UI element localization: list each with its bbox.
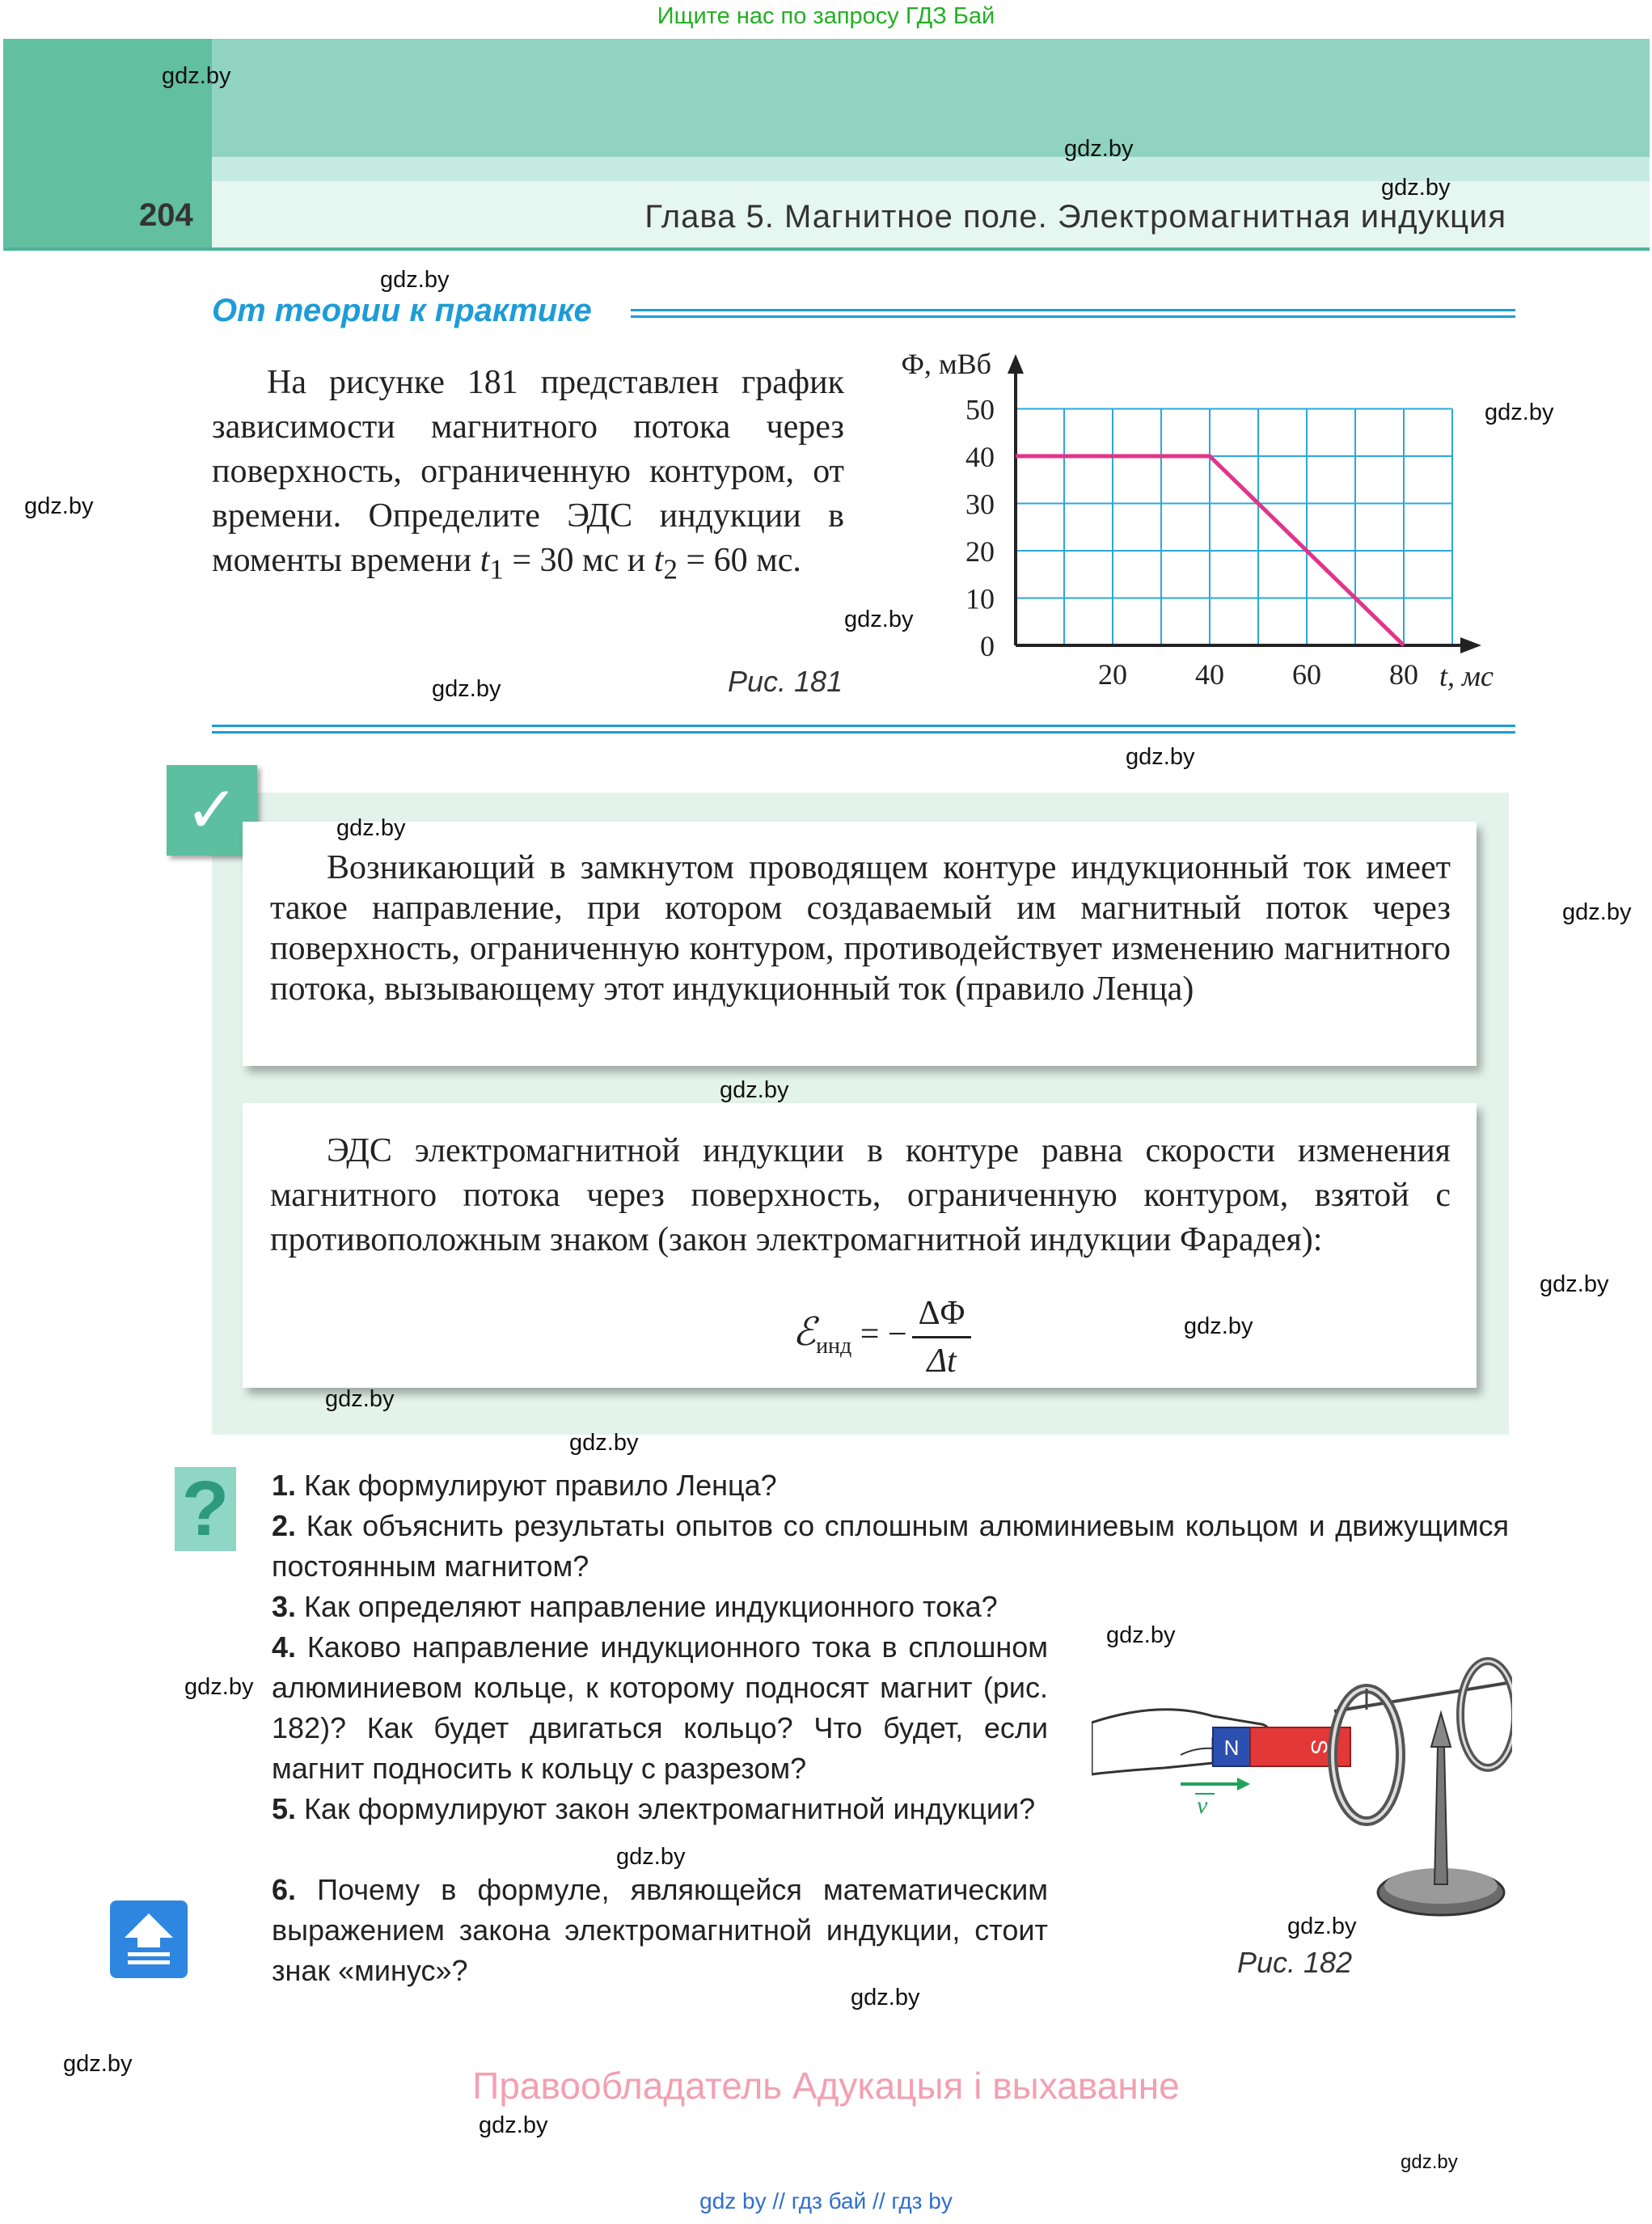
emf-subscript: инд xyxy=(816,1334,852,1359)
question-4: 4. Каково направление индукционного тока в сплошном алюминиевом кольце, к которому подносят магнит (рис. 182)? Как будет двигаться кольцо? Что будет, если магнит подносить к кольцу с разрезом? xyxy=(272,1630,1048,1785)
x-axis-arrow xyxy=(1460,637,1481,653)
x-tick-label: 60 xyxy=(1292,658,1321,691)
section-title: От теории к практике xyxy=(212,293,592,328)
watermark: gdz.by xyxy=(1485,400,1554,425)
faraday-law-text: ЭДС электромагнитной индукции в контуре равна скорости изменения магнитного потока через поверхность, ограниченную контуром, взятой с противоположным знаком (закон электромагнитной индукции Фарадея): xyxy=(270,1132,1451,1258)
scroll-up-icon[interactable] xyxy=(110,1901,188,1978)
watermark: gdz.by xyxy=(1540,1271,1609,1297)
watermark: gdz.by xyxy=(616,1844,686,1870)
watermark: gdz.by xyxy=(162,63,231,89)
y-axis-arrow xyxy=(1008,354,1024,374)
y-tick-label: 10 xyxy=(965,582,995,615)
figure-182-caption: Рис. 182 xyxy=(1237,1946,1353,1979)
t2-subscript: 2 xyxy=(663,553,678,586)
question-mark-icon: ? xyxy=(175,1467,236,1551)
watermark: gdz.by xyxy=(184,1674,254,1700)
problem-body: На рисунке 181 представлен график зависимости магнитного потока через поверхность, ограниченную контуром, от времени. Определите ЭДС индукции в моменты времени xyxy=(212,364,844,579)
y-axis-label: Ф, мВб xyxy=(901,348,991,380)
watermark: gdz.by xyxy=(479,2112,548,2138)
chapter-title: Глава 5. Магнитное поле. Электромагнитная индукция xyxy=(644,199,1506,235)
flux-time-graph xyxy=(873,346,1520,702)
watermark: gdz.by xyxy=(851,1985,920,2010)
emf-symbol: ℰ xyxy=(792,1311,817,1355)
y-tick-label: 50 xyxy=(965,393,995,426)
checkmark-icon: ✓ xyxy=(167,765,257,856)
watermark: gdz.by xyxy=(1064,136,1134,162)
watermark: gdz.by xyxy=(1126,744,1195,770)
watermark: gdz.by xyxy=(844,607,914,632)
y-tick-label: 30 xyxy=(965,488,995,521)
watermark: gdz.by xyxy=(720,1077,789,1103)
section-rule-top xyxy=(631,309,1515,318)
figure-182-illustration xyxy=(1092,1626,1512,1933)
x-axis-label: t, мс xyxy=(1439,660,1494,692)
page-number: 204 xyxy=(139,197,193,233)
footer-links[interactable]: gdz by // гдз бай // гдз by xyxy=(699,2188,953,2213)
watermark: gdz.by xyxy=(380,267,450,293)
section-rule-bottom xyxy=(212,725,1515,734)
header-rule xyxy=(3,247,1650,251)
question-1: 1. Как формулируют правило Ленца? xyxy=(272,1469,777,1502)
formula-denominator: Δt xyxy=(927,1342,957,1380)
question-2: 2. Как объяснить результаты опытов со сплошным алюминиевым кольцом и движущимся постоянным магнитом? xyxy=(272,1509,1509,1583)
t2-value: = 60 мс. xyxy=(677,542,801,579)
problem-text xyxy=(212,361,844,591)
velocity-label: v xyxy=(1197,1792,1208,1819)
watermark: gdz.by xyxy=(432,676,501,702)
formula-fraction xyxy=(912,1291,972,1384)
graph-grid xyxy=(1016,409,1452,646)
watermark: gdz.by xyxy=(1562,899,1632,925)
watermark: gdz.by xyxy=(569,1430,639,1456)
stand-column xyxy=(1434,1747,1447,1884)
x-tick-label: 40 xyxy=(1195,658,1224,691)
watermark: gdz.by xyxy=(1287,1913,1357,1939)
watermark: gdz.by xyxy=(1381,175,1451,201)
magnet-n-label: N xyxy=(1223,1736,1240,1760)
y-tick-label: 0 xyxy=(980,630,995,662)
watermark: gdz.by xyxy=(1106,1622,1176,1648)
figure-181-caption: Рис. 181 xyxy=(728,665,843,698)
question-6: 6. Почему в формуле, являющейся математическим выражением закона электромагнитной индукции, стоит знак «минус»? xyxy=(272,1873,1048,1987)
y-tick-label: 20 xyxy=(965,535,995,568)
y-tick-label: 40 xyxy=(965,441,995,473)
question-5: 5. Как формулируют закон электромагнитной индукции? xyxy=(272,1792,1036,1825)
x-tick-label: 80 xyxy=(1389,658,1418,691)
top-banner: Ищите нас по запросу ГДЗ Бай xyxy=(657,3,995,29)
question-3: 3. Как определяют направление индукционного тока? xyxy=(272,1590,998,1623)
t1-subscript: 1 xyxy=(489,553,504,586)
watermark: gdz.by xyxy=(1184,1313,1253,1339)
formula-numerator: ΔΦ xyxy=(912,1291,972,1338)
copyright-notice: Правообладатель Адукацыя і выхаванне xyxy=(472,2065,1180,2107)
watermark: gdz.by xyxy=(24,493,94,519)
watermark: gdz.by xyxy=(336,815,406,841)
watermark: gdz.by xyxy=(1401,2151,1458,2173)
watermark: gdz.by xyxy=(63,2051,133,2077)
t2-symbol: t xyxy=(653,542,664,579)
lenz-rule-text: Возникающий в замкнутом проводящем контуре индукционный ток имеет такое направление, при котором создаваемый им магнитный поток через поверхность, ограниченную контуром, противодействует изменению магнитного потока, вызывающему этот индукционный ток (правило Ленца) xyxy=(270,849,1451,1008)
formula-equals: = − xyxy=(851,1316,907,1354)
x-tick-label: 20 xyxy=(1098,658,1127,691)
t1-symbol: t xyxy=(480,542,490,579)
t1-value: = 30 мс и xyxy=(503,542,654,579)
faraday-formula xyxy=(792,1291,971,1384)
watermark: gdz.by xyxy=(325,1386,395,1412)
arrow-up-icon xyxy=(110,1901,188,1978)
magnet-s-label: S xyxy=(1307,1739,1332,1755)
